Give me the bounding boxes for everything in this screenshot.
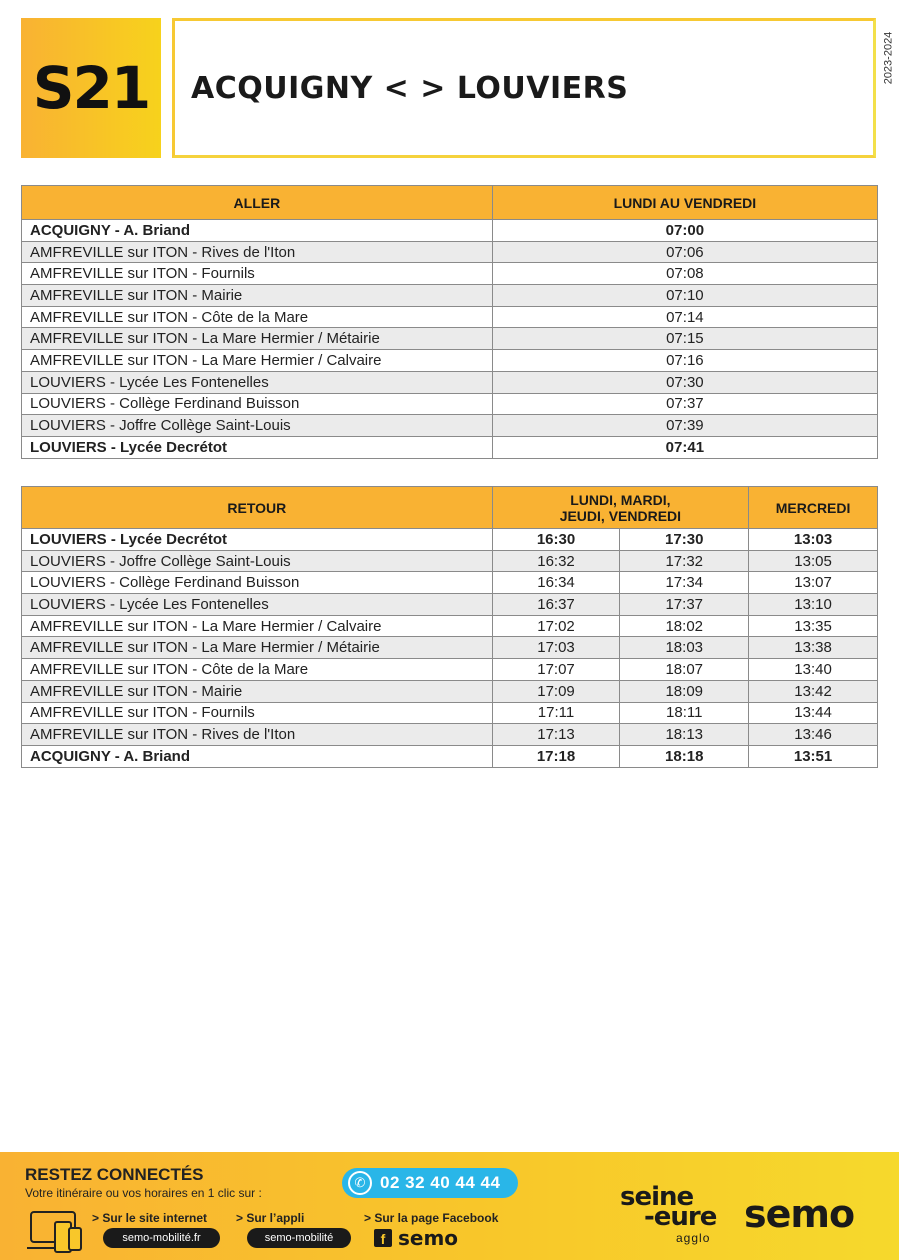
departure-time-wednesday: 13:03 xyxy=(749,529,878,551)
departure-time: 07:10 xyxy=(492,285,877,307)
line-number: S21 xyxy=(32,54,150,122)
departure-time: 07:15 xyxy=(492,328,877,350)
logo-seine-text: seine xyxy=(620,1182,694,1212)
route-title: ACQUIGNY < > LOUVIERS xyxy=(191,70,629,106)
departure-time-2: 18:07 xyxy=(620,659,749,681)
table-row xyxy=(22,550,878,572)
departure-time: 07:08 xyxy=(492,263,877,285)
table-row xyxy=(22,615,878,637)
table-row xyxy=(22,659,878,681)
column-header-days: LUNDI AU VENDREDI xyxy=(492,186,877,220)
stop-name: LOUVIERS - Joffre Collège Saint-Louis xyxy=(22,550,493,572)
table-row xyxy=(22,263,878,285)
timetable-header-row xyxy=(22,487,878,529)
departure-time-1: 17:11 xyxy=(492,702,620,724)
column-header-days-line2: JEUDI, VENDREDI xyxy=(559,507,682,524)
footer-title: RESTEZ CONNECTÉS xyxy=(25,1165,204,1184)
timetable-aller xyxy=(21,185,878,459)
phone-number: 02 32 40 44 44 xyxy=(380,1173,501,1192)
table-row xyxy=(22,328,878,350)
season-label xyxy=(878,18,898,98)
departure-time: 07:30 xyxy=(492,371,877,393)
departure-time-1: 17:07 xyxy=(492,659,620,681)
stop-name: LOUVIERS - Lycée Les Fontenelles xyxy=(22,371,493,393)
stop-name: AMFREVILLE sur ITON - Côte de la Mare xyxy=(22,306,493,328)
departure-time-2: 17:37 xyxy=(620,594,749,616)
stop-name: AMFREVILLE sur ITON - La Mare Hermier / Métairie xyxy=(22,328,493,350)
stop-name: LOUVIERS - Collège Ferdinand Buisson xyxy=(22,572,493,594)
stop-name: AMFREVILLE sur ITON - Fournils xyxy=(22,263,493,285)
footer-subtitle: Votre itinéraire ou vos horaires en 1 clic sur : xyxy=(25,1186,262,1200)
departure-time-2: 17:30 xyxy=(620,529,749,551)
column-header-days-line1: LUNDI, MARDI, xyxy=(570,491,671,508)
departure-time: 07:00 xyxy=(492,220,877,242)
departure-time: 07:14 xyxy=(492,306,877,328)
table-row xyxy=(22,371,878,393)
table-row xyxy=(22,436,878,458)
stop-name: AMFREVILLE sur ITON - Fournils xyxy=(22,702,493,724)
stop-name: ACQUIGNY - A. Briand xyxy=(22,745,493,767)
departure-time-wednesday: 13:51 xyxy=(749,745,878,767)
footer-banner xyxy=(0,1152,899,1260)
departure-time-2: 17:32 xyxy=(620,550,749,572)
seine-eure-agglo-logo xyxy=(620,1182,730,1252)
season-year: 2023-2024 xyxy=(882,31,895,85)
departure-time: 07:06 xyxy=(492,241,877,263)
departure-time-1: 17:03 xyxy=(492,637,620,659)
departure-time-1: 16:37 xyxy=(492,594,620,616)
table-row xyxy=(22,241,878,263)
departure-time-2: 17:34 xyxy=(620,572,749,594)
stop-name: LOUVIERS - Lycée Decrétot xyxy=(22,436,493,458)
table-row xyxy=(22,415,878,437)
departure-time-wednesday: 13:44 xyxy=(749,702,878,724)
stop-name: AMFREVILLE sur ITON - La Mare Hermier / Calvaire xyxy=(22,350,493,372)
departure-time-wednesday: 13:38 xyxy=(749,637,878,659)
departure-time-1: 16:34 xyxy=(492,572,620,594)
departure-time-wednesday: 13:10 xyxy=(749,594,878,616)
departure-time-1: 17:18 xyxy=(492,745,620,767)
table-row xyxy=(22,745,878,767)
phone-button[interactable] xyxy=(342,1168,518,1198)
stop-name: AMFREVILLE sur ITON - La Mare Hermier / Calvaire xyxy=(22,615,493,637)
departure-time-1: 17:13 xyxy=(492,724,620,746)
table-row xyxy=(22,724,878,746)
departure-time-2: 18:13 xyxy=(620,724,749,746)
stop-name: LOUVIERS - Joffre Collège Saint-Louis xyxy=(22,415,493,437)
departure-time-1: 17:02 xyxy=(492,615,620,637)
column-header-stop: RETOUR xyxy=(22,487,493,529)
departure-time-2: 18:03 xyxy=(620,637,749,659)
table-row xyxy=(22,529,878,551)
stop-name: AMFREVILLE sur ITON - Mairie xyxy=(22,680,493,702)
departure-time: 07:39 xyxy=(492,415,877,437)
table-row xyxy=(22,702,878,724)
facebook-label: > Sur la page Facebook xyxy=(364,1211,499,1225)
timetable-retour xyxy=(21,486,878,768)
stop-name: AMFREVILLE sur ITON - La Mare Hermier / Métairie xyxy=(22,637,493,659)
departure-time-2: 18:09 xyxy=(620,680,749,702)
table-row xyxy=(22,285,878,307)
table-row xyxy=(22,637,878,659)
departure-time-wednesday: 13:07 xyxy=(749,572,878,594)
column-header-wednesday: MERCREDI xyxy=(749,487,878,529)
app-label: > Sur l’appli xyxy=(236,1211,305,1225)
departure-time: 07:37 xyxy=(492,393,877,415)
logo-eure-text: -eure xyxy=(644,1202,717,1232)
stop-name: AMFREVILLE sur ITON - Rives de l'Iton xyxy=(22,241,493,263)
timetable-header-row xyxy=(22,186,878,220)
departure-time-1: 16:30 xyxy=(492,529,620,551)
facebook-page-name: semo xyxy=(398,1226,459,1250)
stop-name: ACQUIGNY - A. Briand xyxy=(22,220,493,242)
stop-name: AMFREVILLE sur ITON - Mairie xyxy=(22,285,493,307)
facebook-link[interactable] xyxy=(374,1226,458,1250)
table-row xyxy=(22,572,878,594)
departure-time-wednesday: 13:05 xyxy=(749,550,878,572)
departure-time-2: 18:11 xyxy=(620,702,749,724)
stop-name: AMFREVILLE sur ITON - Côte de la Mare xyxy=(22,659,493,681)
departure-time-wednesday: 13:42 xyxy=(749,680,878,702)
departure-time: 07:16 xyxy=(492,350,877,372)
departure-time-wednesday: 13:40 xyxy=(749,659,878,681)
logo-agglo-text: agglo xyxy=(676,1231,711,1245)
stop-name: AMFREVILLE sur ITON - Rives de l'Iton xyxy=(22,724,493,746)
stop-name: LOUVIERS - Lycée Decrétot xyxy=(22,529,493,551)
phone-icon: ✆ xyxy=(348,1171,372,1195)
devices-icon xyxy=(25,1208,85,1256)
table-row xyxy=(22,306,878,328)
departure-time-1: 17:09 xyxy=(492,680,620,702)
route-title-box xyxy=(172,18,876,158)
facebook-icon: f xyxy=(374,1229,392,1247)
website-link[interactable]: semo-mobilité.fr xyxy=(103,1228,220,1248)
table-row xyxy=(22,220,878,242)
line-badge xyxy=(21,18,161,158)
semo-logo: semo xyxy=(744,1192,855,1236)
departure-time-1: 16:32 xyxy=(492,550,620,572)
website-label: > Sur le site internet xyxy=(92,1211,208,1225)
stop-name: LOUVIERS - Collège Ferdinand Buisson xyxy=(22,393,493,415)
column-header-days xyxy=(492,487,748,529)
app-link[interactable]: semo-mobilité xyxy=(247,1228,351,1248)
table-row xyxy=(22,393,878,415)
departure-time-wednesday: 13:35 xyxy=(749,615,878,637)
table-row xyxy=(22,680,878,702)
departure-time-wednesday: 13:46 xyxy=(749,724,878,746)
departure-time: 07:41 xyxy=(492,436,877,458)
stop-name: LOUVIERS - Lycée Les Fontenelles xyxy=(22,594,493,616)
departure-time-2: 18:18 xyxy=(620,745,749,767)
table-row xyxy=(22,594,878,616)
table-row xyxy=(22,350,878,372)
departure-time-2: 18:02 xyxy=(620,615,749,637)
column-header-stop: ALLER xyxy=(22,186,493,220)
